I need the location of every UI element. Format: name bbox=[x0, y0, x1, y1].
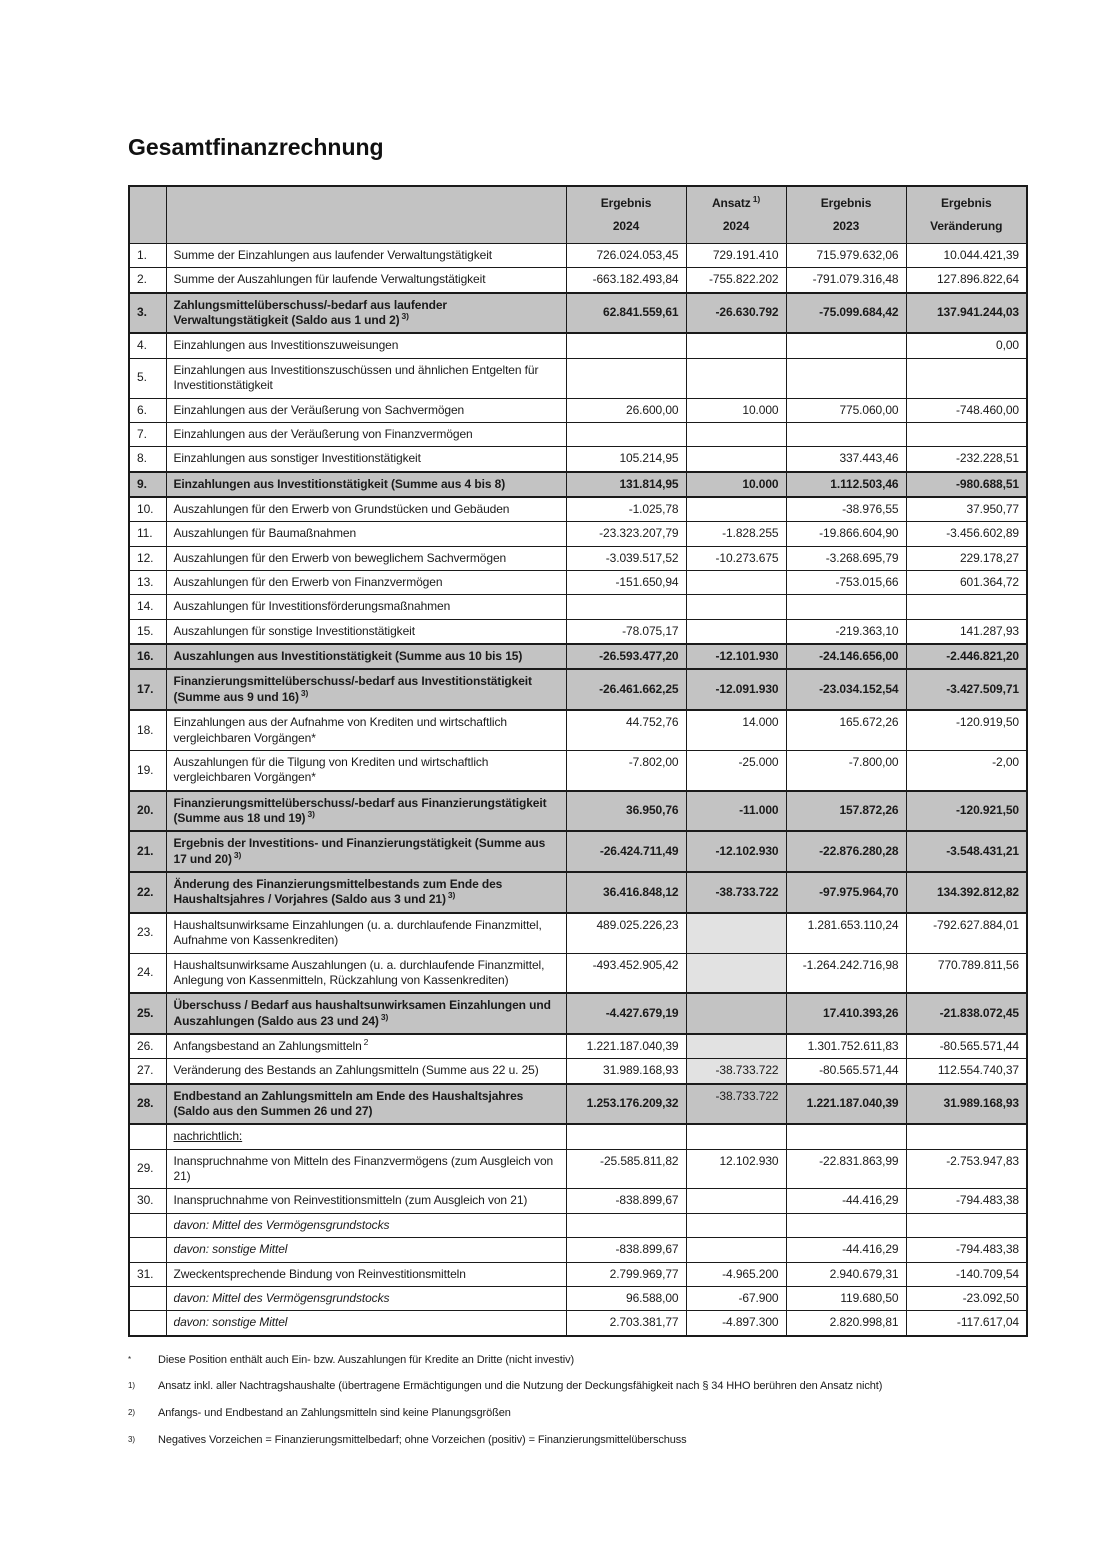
ergebnis-veraenderung-cell: -3.456.602,89 bbox=[906, 522, 1027, 546]
row-label: Auszahlungen für sonstige Investitionstätigkeit bbox=[166, 619, 566, 644]
table-row bbox=[129, 497, 1027, 522]
row-number: 3. bbox=[129, 293, 166, 334]
ergebnis-2024-cell: -3.039.517,52 bbox=[566, 546, 686, 570]
ergebnis-2024-cell: 31.989.168,93 bbox=[566, 1059, 686, 1084]
ergebnis-2023-cell: 2.940.679,31 bbox=[786, 1262, 906, 1286]
ansatz-2024-cell: -4.897.300 bbox=[686, 1311, 786, 1336]
ergebnis-2023-cell: -791.079.316,48 bbox=[786, 268, 906, 293]
ergebnis-veraenderung-cell: 137.941.244,03 bbox=[906, 293, 1027, 334]
header-ergebnis-veraenderung bbox=[906, 186, 1027, 244]
ergebnis-2024-cell: 36.950,76 bbox=[566, 791, 686, 832]
ansatz-2024-cell: 10.000 bbox=[686, 472, 786, 497]
ergebnis-2023-cell: 1.301.752.611,83 bbox=[786, 1034, 906, 1059]
ansatz-2024-cell bbox=[686, 497, 786, 522]
row-number: 29. bbox=[129, 1149, 166, 1189]
table-row bbox=[129, 644, 1027, 669]
row-number: 17. bbox=[129, 669, 166, 710]
footnote-text: Negatives Vorzeichen = Finanzierungsmittelbedarf; ohne Vorzeichen (positiv) = Finanzierungsmittelüberschuss bbox=[158, 1433, 687, 1446]
ergebnis-2024-cell: 489.025.226,23 bbox=[566, 913, 686, 953]
row-label: Einzahlungen aus Investitionszuschüssen und ähnlichen Entgelten für Investitionstätigkeit bbox=[166, 358, 566, 398]
table-row bbox=[129, 1262, 1027, 1286]
ergebnis-2024-cell: 62.841.559,61 bbox=[566, 293, 686, 334]
row-label: davon: Mittel des Vermögensgrundstocks bbox=[166, 1213, 566, 1237]
row-number: 7. bbox=[129, 422, 166, 446]
ergebnis-2024-cell bbox=[566, 358, 686, 398]
ergebnis-veraenderung-cell: -21.838.072,45 bbox=[906, 993, 1027, 1034]
ansatz-2024-cell: 729.191.410 bbox=[686, 244, 786, 268]
ergebnis-veraenderung-cell: -794.483,38 bbox=[906, 1189, 1027, 1213]
ergebnis-veraenderung-cell bbox=[906, 422, 1027, 446]
ergebnis-veraenderung-cell: -2.446.821,20 bbox=[906, 644, 1027, 669]
table-row bbox=[129, 1213, 1027, 1237]
footnote-marker: 1) bbox=[128, 1381, 135, 1391]
ergebnis-veraenderung-cell: 31.989.168,93 bbox=[906, 1084, 1027, 1125]
ergebnis-2023-cell bbox=[786, 595, 906, 619]
ansatz-2024-cell bbox=[686, 1124, 786, 1149]
row-label: Einzahlungen aus Investitionstätigkeit (Summe aus 4 bis 8) bbox=[166, 472, 566, 497]
row-number: 1. bbox=[129, 244, 166, 268]
table-row bbox=[129, 831, 1027, 872]
ergebnis-veraenderung-cell: -748.460,00 bbox=[906, 398, 1027, 422]
ansatz-2024-cell bbox=[686, 447, 786, 472]
row-label: Ergebnis der Investitions- und Finanzierungstätigkeit (Summe aus 17 und 20) $^{3)}$ bbox=[166, 831, 566, 872]
ergebnis-2023-cell: -23.034.152,54 bbox=[786, 669, 906, 710]
footnote-text: Ansatz inkl. aller Nachtragshaushalte (übertragene Ermächtigungen und die Nutzung der Deckungsfähigkeit nach § 34 HHO berühren den Ansatz nicht) bbox=[158, 1380, 883, 1393]
row-number: 2. bbox=[129, 268, 166, 293]
table-row bbox=[129, 595, 1027, 619]
row-label: Inanspruchnahme von Mitteln des Finanzvermögens (zum Ausgleich von 21) bbox=[166, 1149, 566, 1189]
ergebnis-2023-cell bbox=[786, 358, 906, 398]
row-number: 23. bbox=[129, 913, 166, 953]
ergebnis-veraenderung-cell: 10.044.421,39 bbox=[906, 244, 1027, 268]
ansatz-2024-cell: -12.102.930 bbox=[686, 831, 786, 872]
footnote-ref-icon: 3) bbox=[401, 311, 409, 322]
row-label: Finanzierungsmittelüberschuss/-bedarf aus Investitionstätigkeit (Summe aus 9 und 16) $^{3)}$ bbox=[166, 669, 566, 710]
row-number: 12. bbox=[129, 546, 166, 570]
ergebnis-2023-cell bbox=[786, 1213, 906, 1237]
ergebnis-2023-cell: -753.015,66 bbox=[786, 571, 906, 595]
ansatz-2024-cell: -755.822.202 bbox=[686, 268, 786, 293]
row-label: Änderung des Finanzierungsmittelbestands zum Ende des Haushaltsjahres / Vorjahres (Saldo aus 3 und 21) $^{3)}$ bbox=[166, 872, 566, 913]
row-number: 21. bbox=[129, 831, 166, 872]
ansatz-2024-cell: -38.733.722 bbox=[686, 1084, 786, 1125]
ergebnis-veraenderung-cell: -980.688,51 bbox=[906, 472, 1027, 497]
table-row bbox=[129, 669, 1027, 710]
table-row bbox=[129, 1149, 1027, 1189]
ergebnis-veraenderung-cell: -117.617,04 bbox=[906, 1311, 1027, 1336]
row-label: Auszahlungen für Investitionsförderungsmaßnahmen bbox=[166, 595, 566, 619]
row-number: 27. bbox=[129, 1059, 166, 1084]
ansatz-2024-cell: 12.102.930 bbox=[686, 1149, 786, 1189]
table-row bbox=[129, 398, 1027, 422]
ergebnis-2023-cell: 165.672,26 bbox=[786, 710, 906, 750]
table-row bbox=[129, 1189, 1027, 1213]
ergebnis-2024-cell: -78.075,17 bbox=[566, 619, 686, 644]
row-label: Auszahlungen für Baumaßnahmen bbox=[166, 522, 566, 546]
footnote-marker: * bbox=[128, 1354, 132, 1364]
footnote-ref-icon: 3) bbox=[307, 808, 315, 819]
ergebnis-2023-cell: 775.060,00 bbox=[786, 398, 906, 422]
table-header bbox=[129, 186, 1027, 244]
row-number: 25. bbox=[129, 993, 166, 1034]
page-title: Gesamtfinanzrechnung bbox=[128, 134, 384, 160]
ergebnis-2023-cell: 337.443,46 bbox=[786, 447, 906, 472]
row-number bbox=[129, 1286, 166, 1310]
row-number: 31. bbox=[129, 1262, 166, 1286]
table-row bbox=[129, 1084, 1027, 1125]
row-label: Summe der Auszahlungen für laufende Verwaltungstätigkeit bbox=[166, 268, 566, 293]
ergebnis-2024-cell bbox=[566, 1213, 686, 1237]
ansatz-2024-cell: -26.630.792 bbox=[686, 293, 786, 334]
table-body bbox=[129, 244, 1027, 1336]
ergebnis-veraenderung-cell bbox=[906, 1124, 1027, 1149]
ergebnis-veraenderung-cell: 601.364,72 bbox=[906, 571, 1027, 595]
ergebnis-veraenderung-cell: 134.392.812,82 bbox=[906, 872, 1027, 913]
ansatz-2024-cell bbox=[686, 422, 786, 446]
ansatz-2024-cell: -4.965.200 bbox=[686, 1262, 786, 1286]
ergebnis-2024-cell: -838.899,67 bbox=[566, 1189, 686, 1213]
ansatz-2024-cell: -1.828.255 bbox=[686, 522, 786, 546]
table-row bbox=[129, 913, 1027, 953]
header-line1: Ergebnis bbox=[820, 196, 872, 211]
row-label: Einzahlungen aus sonstiger Investitionstätigkeit bbox=[166, 447, 566, 472]
ergebnis-2024-cell: 131.814,95 bbox=[566, 472, 686, 497]
row-number: 20. bbox=[129, 791, 166, 832]
ergebnis-2023-cell: -75.099.684,42 bbox=[786, 293, 906, 334]
ergebnis-veraenderung-cell: -80.565.571,44 bbox=[906, 1034, 1027, 1059]
ergebnis-2024-cell: -23.323.207,79 bbox=[566, 522, 686, 546]
table-row bbox=[129, 422, 1027, 446]
header-label-cell bbox=[166, 186, 566, 244]
header-line2: Veränderung bbox=[930, 218, 1003, 233]
table-row bbox=[129, 546, 1027, 570]
row-label: Veränderung des Bestands an Zahlungsmitteln (Summe aus 22 u. 25) bbox=[166, 1059, 566, 1084]
ansatz-2024-cell: -11.000 bbox=[686, 791, 786, 832]
table-row bbox=[129, 953, 1027, 993]
ansatz-2024-cell: 10.000 bbox=[686, 398, 786, 422]
ergebnis-2023-cell: -97.975.964,70 bbox=[786, 872, 906, 913]
ergebnis-2023-cell bbox=[786, 333, 906, 358]
ergebnis-veraenderung-cell: -794.483,38 bbox=[906, 1238, 1027, 1262]
ergebnis-2023-cell: -7.800,00 bbox=[786, 750, 906, 790]
row-number: 24. bbox=[129, 953, 166, 993]
ergebnis-2023-cell: 157.872,26 bbox=[786, 791, 906, 832]
ergebnis-2024-cell: -7.802,00 bbox=[566, 750, 686, 790]
ergebnis-2024-cell bbox=[566, 333, 686, 358]
row-number bbox=[129, 1311, 166, 1336]
table-row bbox=[129, 710, 1027, 750]
table-row bbox=[129, 1311, 1027, 1336]
footnote-marker: 2) bbox=[128, 1408, 135, 1418]
table-row bbox=[129, 993, 1027, 1034]
ansatz-2024-cell: -67.900 bbox=[686, 1286, 786, 1310]
ergebnis-2024-cell bbox=[566, 422, 686, 446]
row-number: 9. bbox=[129, 472, 166, 497]
header-line1: Ergebnis bbox=[600, 196, 652, 211]
footnote-marker: 3) bbox=[128, 1434, 135, 1444]
footnote bbox=[128, 1380, 1026, 1394]
ergebnis-veraenderung-cell: 229.178,27 bbox=[906, 546, 1027, 570]
ergebnis-2024-cell: -1.025,78 bbox=[566, 497, 686, 522]
ergebnis-2023-cell bbox=[786, 422, 906, 446]
ergebnis-veraenderung-cell: 127.896.822,64 bbox=[906, 268, 1027, 293]
footnote bbox=[128, 1354, 1026, 1368]
row-number bbox=[129, 1124, 166, 1149]
ansatz-2024-cell bbox=[686, 358, 786, 398]
ergebnis-2024-cell: 2.799.969,77 bbox=[566, 1262, 686, 1286]
row-label: Auszahlungen aus Investitionstätigkeit (Summe aus 10 bis 15) bbox=[166, 644, 566, 669]
ergebnis-veraenderung-cell: 770.789.811,56 bbox=[906, 953, 1027, 993]
row-label: davon: sonstige Mittel bbox=[166, 1311, 566, 1336]
ergebnis-2023-cell: -24.146.656,00 bbox=[786, 644, 906, 669]
ansatz-2024-cell bbox=[686, 913, 786, 953]
ergebnis-veraenderung-cell bbox=[906, 1213, 1027, 1237]
ergebnis-veraenderung-cell bbox=[906, 358, 1027, 398]
ergebnis-veraenderung-cell: -792.627.884,01 bbox=[906, 913, 1027, 953]
ergebnis-2023-cell: -80.565.571,44 bbox=[786, 1059, 906, 1084]
ergebnis-veraenderung-cell bbox=[906, 595, 1027, 619]
ergebnis-2023-cell: -38.976,55 bbox=[786, 497, 906, 522]
table-row bbox=[129, 1034, 1027, 1059]
footnote-ref-icon: 3) bbox=[300, 687, 309, 698]
ergebnis-2024-cell: -25.585.811,82 bbox=[566, 1149, 686, 1189]
ergebnis-2023-cell: 17.410.393,26 bbox=[786, 993, 906, 1034]
table-row bbox=[129, 522, 1027, 546]
row-number bbox=[129, 1238, 166, 1262]
ergebnis-2024-cell: -151.650,94 bbox=[566, 571, 686, 595]
row-label: Auszahlungen für die Tilgung von Krediten und wirtschaftlich vergleichbaren Vorgängen* bbox=[166, 750, 566, 790]
row-number: 6. bbox=[129, 398, 166, 422]
ergebnis-2024-cell: -26.424.711,49 bbox=[566, 831, 686, 872]
footnote-ref-icon: 3) bbox=[447, 890, 456, 901]
ergebnis-2023-cell: 1.112.503,46 bbox=[786, 472, 906, 497]
row-label: Einzahlungen aus Investitionszuweisungen bbox=[166, 333, 566, 358]
ergebnis-2023-cell: 715.979.632,06 bbox=[786, 244, 906, 268]
header-number-cell bbox=[129, 186, 166, 244]
ergebnis-2024-cell: -26.461.662,25 bbox=[566, 669, 686, 710]
ergebnis-2024-cell: 44.752,76 bbox=[566, 710, 686, 750]
ansatz-2024-cell bbox=[686, 595, 786, 619]
ergebnis-veraenderung-cell: 112.554.740,37 bbox=[906, 1059, 1027, 1084]
ergebnis-veraenderung-cell: -232.228,51 bbox=[906, 447, 1027, 472]
ergebnis-2024-cell: -838.899,67 bbox=[566, 1238, 686, 1262]
ansatz-2024-cell: -38.733.722 bbox=[686, 872, 786, 913]
ergebnis-2024-cell: -4.427.679,19 bbox=[566, 993, 686, 1034]
ansatz-2024-cell: -12.091.930 bbox=[686, 669, 786, 710]
row-label: Zweckentsprechende Bindung von Reinvestitionsmitteln bbox=[166, 1262, 566, 1286]
footnote-text: Diese Position enthält auch Ein- bzw. Auszahlungen für Kredite an Dritte (nicht investiv) bbox=[158, 1353, 575, 1366]
ergebnis-2024-cell: 2.703.381,77 bbox=[566, 1311, 686, 1336]
finance-table bbox=[128, 185, 1028, 1337]
header-line1: Ergebnis bbox=[940, 196, 992, 211]
header-line2: 2023 bbox=[832, 218, 860, 233]
row-label: davon: Mittel des Vermögensgrundstocks bbox=[166, 1286, 566, 1310]
ergebnis-2023-cell: -19.866.604,90 bbox=[786, 522, 906, 546]
row-number: 30. bbox=[129, 1189, 166, 1213]
ansatz-2024-cell bbox=[686, 1213, 786, 1237]
ergebnis-2023-cell: -1.264.242.716,98 bbox=[786, 953, 906, 993]
ergebnis-veraenderung-cell: -2.753.947,83 bbox=[906, 1149, 1027, 1189]
row-label: Endbestand an Zahlungsmitteln am Ende des Haushaltsjahres (Saldo aus den Summen 26 und 27) bbox=[166, 1084, 566, 1125]
table-row bbox=[129, 571, 1027, 595]
row-number bbox=[129, 1213, 166, 1237]
footnote-ref-icon: 3) bbox=[233, 849, 242, 860]
ansatz-2024-cell: -38.733.722 bbox=[686, 1059, 786, 1084]
header-row bbox=[129, 186, 1027, 244]
table-row bbox=[129, 1286, 1027, 1310]
table-row bbox=[129, 619, 1027, 644]
table-row bbox=[129, 791, 1027, 832]
row-number: 19. bbox=[129, 750, 166, 790]
row-number: 18. bbox=[129, 710, 166, 750]
row-label: Auszahlungen für den Erwerb von Finanzvermögen bbox=[166, 571, 566, 595]
row-label: Haushaltsunwirksame Einzahlungen (u. a. durchlaufende Finanzmittel, Aufnahme von Kassenkrediten) bbox=[166, 913, 566, 953]
row-label: davon: sonstige Mittel bbox=[166, 1238, 566, 1262]
ergebnis-2023-cell: -22.831.863,99 bbox=[786, 1149, 906, 1189]
ergebnis-2023-cell: -22.876.280,28 bbox=[786, 831, 906, 872]
table-row bbox=[129, 244, 1027, 268]
ergebnis-2024-cell: 36.416.848,12 bbox=[566, 872, 686, 913]
ansatz-2024-cell bbox=[686, 1034, 786, 1059]
header-ansatz-2024 bbox=[686, 186, 786, 244]
row-label: nachrichtlich: bbox=[166, 1124, 566, 1149]
footnote bbox=[128, 1407, 1026, 1421]
row-number: 26. bbox=[129, 1034, 166, 1059]
row-label: Auszahlungen für den Erwerb von Grundstücken und Gebäuden bbox=[166, 497, 566, 522]
row-number: 4. bbox=[129, 333, 166, 358]
row-number: 8. bbox=[129, 447, 166, 472]
table-row bbox=[129, 1124, 1027, 1149]
ergebnis-veraenderung-cell: -2,00 bbox=[906, 750, 1027, 790]
row-number: 13. bbox=[129, 571, 166, 595]
ergebnis-veraenderung-cell: 37.950,77 bbox=[906, 497, 1027, 522]
header-ergebnis-2024 bbox=[566, 186, 686, 244]
header-line2: 2024 bbox=[722, 218, 750, 233]
row-label: Haushaltsunwirksame Auszahlungen (u. a. durchlaufende Finanzmittel, Anlegung von Kassenmitteln, Rückzahlung von Kassenkrediten) bbox=[166, 953, 566, 993]
ergebnis-2024-cell: -663.182.493,84 bbox=[566, 268, 686, 293]
ergebnis-2024-cell: 1.253.176.209,32 bbox=[566, 1084, 686, 1125]
row-number: 14. bbox=[129, 595, 166, 619]
ergebnis-veraenderung-cell: 141.287,93 bbox=[906, 619, 1027, 644]
footnotes bbox=[128, 1354, 1026, 1448]
row-number: 5. bbox=[129, 358, 166, 398]
footnote-ref-icon: 1) bbox=[752, 194, 761, 205]
ergebnis-2024-cell: 105.214,95 bbox=[566, 447, 686, 472]
ergebnis-veraenderung-cell: -23.092,50 bbox=[906, 1286, 1027, 1310]
ergebnis-2023-cell: 1.281.653.110,24 bbox=[786, 913, 906, 953]
ansatz-2024-cell: -25.000 bbox=[686, 750, 786, 790]
ergebnis-2023-cell bbox=[786, 1124, 906, 1149]
ergebnis-2023-cell: -219.363,10 bbox=[786, 619, 906, 644]
table-row bbox=[129, 872, 1027, 913]
table-row bbox=[129, 333, 1027, 358]
ansatz-2024-cell: 14.000 bbox=[686, 710, 786, 750]
row-label: Einzahlungen aus der Veräußerung von Finanzvermögen bbox=[166, 422, 566, 446]
row-number: 16. bbox=[129, 644, 166, 669]
ergebnis-2024-cell: -493.452.905,42 bbox=[566, 953, 686, 993]
footnote-ref-icon: 3) bbox=[380, 1011, 389, 1022]
row-label: Finanzierungsmittelüberschuss/-bedarf aus Finanzierungstätigkeit (Summe aus 18 und 19) $^{3)}$ bbox=[166, 791, 566, 832]
ergebnis-veraenderung-cell: -3.548.431,21 bbox=[906, 831, 1027, 872]
ergebnis-veraenderung-cell: -140.709,54 bbox=[906, 1262, 1027, 1286]
row-label: Zahlungsmittelüberschuss/-bedarf aus laufender Verwaltungstätigkeit (Saldo aus 1 und 2) $^{3)}$ bbox=[166, 293, 566, 334]
ergebnis-veraenderung-cell: -3.427.509,71 bbox=[906, 669, 1027, 710]
table-row bbox=[129, 447, 1027, 472]
footnote bbox=[128, 1434, 1026, 1448]
row-number: 10. bbox=[129, 497, 166, 522]
ansatz-2024-cell bbox=[686, 1189, 786, 1213]
ergebnis-veraenderung-cell: -120.919,50 bbox=[906, 710, 1027, 750]
ergebnis-veraenderung-cell: 0,00 bbox=[906, 333, 1027, 358]
table-row bbox=[129, 750, 1027, 790]
ergebnis-2023-cell: 1.221.187.040,39 bbox=[786, 1084, 906, 1125]
ansatz-2024-cell: -12.101.930 bbox=[686, 644, 786, 669]
row-number: 11. bbox=[129, 522, 166, 546]
table-row bbox=[129, 268, 1027, 293]
row-label: Einzahlungen aus der Veräußerung von Sachvermögen bbox=[166, 398, 566, 422]
ansatz-2024-cell bbox=[686, 571, 786, 595]
header-line2: 2024 bbox=[612, 218, 640, 233]
ergebnis-2024-cell bbox=[566, 1124, 686, 1149]
ergebnis-2024-cell: 1.221.187.040,39 bbox=[566, 1034, 686, 1059]
table-row bbox=[129, 472, 1027, 497]
row-label: Auszahlungen für den Erwerb von beweglichem Sachvermögen bbox=[166, 546, 566, 570]
row-label: Inanspruchnahme von Reinvestitionsmitteln (zum Ausgleich von 21) bbox=[166, 1189, 566, 1213]
ergebnis-2024-cell: 726.024.053,45 bbox=[566, 244, 686, 268]
row-label: Anfangsbestand an Zahlungsmitteln $^2$ bbox=[166, 1034, 566, 1059]
table-row bbox=[129, 293, 1027, 334]
table-row bbox=[129, 358, 1027, 398]
header-line1: Ansatz bbox=[711, 196, 751, 211]
row-number: 28. bbox=[129, 1084, 166, 1125]
ergebnis-2023-cell: -44.416,29 bbox=[786, 1189, 906, 1213]
ergebnis-2024-cell: 96.588,00 bbox=[566, 1286, 686, 1310]
ansatz-2024-cell bbox=[686, 333, 786, 358]
table-row bbox=[129, 1238, 1027, 1262]
ergebnis-2023-cell: -3.268.695,79 bbox=[786, 546, 906, 570]
row-label: Summe der Einzahlungen aus laufender Verwaltungstätigkeit bbox=[166, 244, 566, 268]
ergebnis-2023-cell: -44.416,29 bbox=[786, 1238, 906, 1262]
ergebnis-2024-cell: 26.600,00 bbox=[566, 398, 686, 422]
ergebnis-2023-cell: 2.820.998,81 bbox=[786, 1311, 906, 1336]
ansatz-2024-cell bbox=[686, 1238, 786, 1262]
ansatz-2024-cell: -10.273.675 bbox=[686, 546, 786, 570]
ergebnis-2024-cell: -26.593.477,20 bbox=[566, 644, 686, 669]
ergebnis-2024-cell bbox=[566, 595, 686, 619]
ergebnis-2023-cell: 119.680,50 bbox=[786, 1286, 906, 1310]
row-number: 22. bbox=[129, 872, 166, 913]
footnote-ref-icon: 2 bbox=[363, 1036, 369, 1047]
row-label: Überschuss / Bedarf aus haushaltsunwirksamen Einzahlungen und Auszahlungen (Saldo aus 23 und 24) $^{3)}$ bbox=[166, 993, 566, 1034]
ergebnis-veraenderung-cell: -120.921,50 bbox=[906, 791, 1027, 832]
table-row bbox=[129, 1059, 1027, 1084]
ansatz-2024-cell bbox=[686, 953, 786, 993]
footnote-text: Anfangs- und Endbestand an Zahlungsmitteln sind keine Planungsgrößen bbox=[158, 1407, 511, 1420]
ansatz-2024-cell bbox=[686, 619, 786, 644]
ansatz-2024-cell bbox=[686, 993, 786, 1034]
header-ergebnis-2023 bbox=[786, 186, 906, 244]
row-number: 15. bbox=[129, 619, 166, 644]
row-label: Einzahlungen aus der Aufnahme von Krediten und wirtschaftlich vergleichbaren Vorgängen* bbox=[166, 710, 566, 750]
